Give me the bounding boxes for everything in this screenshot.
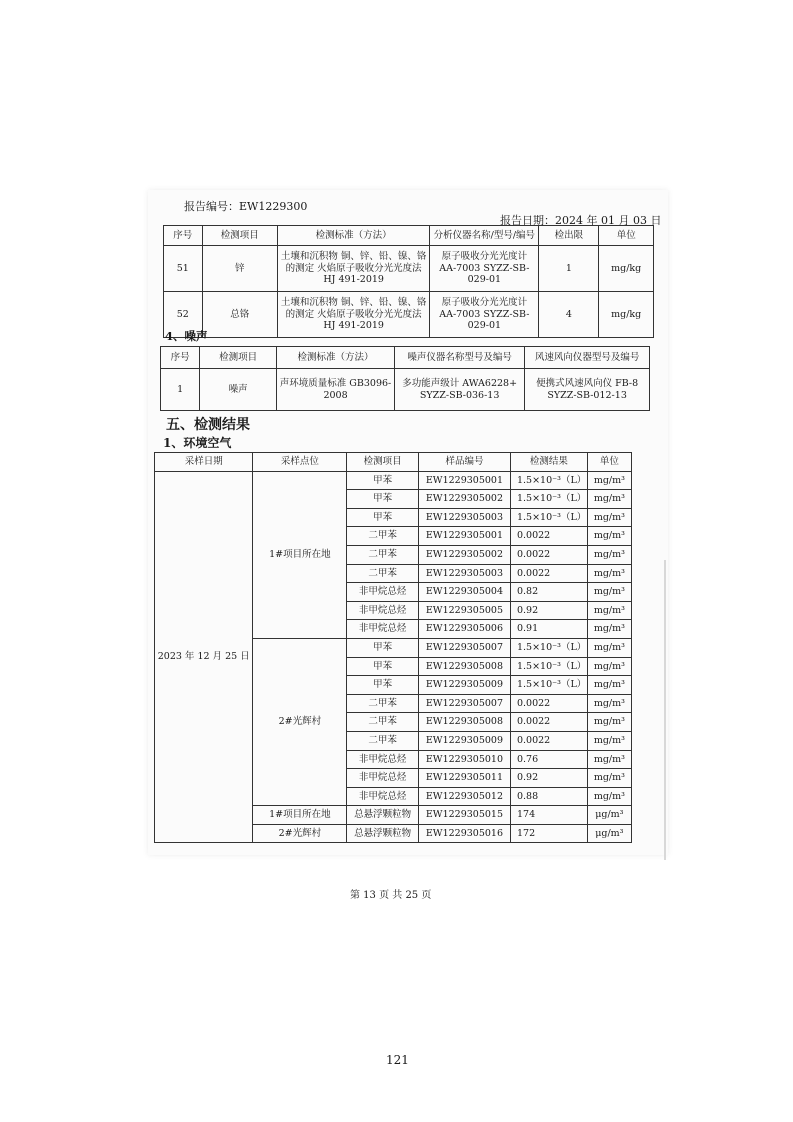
row-item: 甲苯 (347, 676, 419, 695)
row-item: 二甲苯 (347, 564, 419, 583)
row-item: 锌 (202, 246, 278, 292)
row-no: 51 (164, 246, 203, 292)
row-sample: EW1229305009 (418, 731, 510, 750)
row-sample: EW1229305001 (418, 527, 510, 546)
row-instrument: 原子吸收分光光度计 AA-7003 SYZZ-SB-029-01 (430, 292, 539, 338)
row-item: 甲苯 (347, 471, 419, 490)
row-unit: mg/m³ (587, 601, 631, 620)
row-sample: EW1229305011 (418, 769, 510, 788)
row-sample: EW1229305002 (418, 545, 510, 564)
row-unit: mg/m³ (587, 527, 631, 546)
row-item: 甲苯 (347, 638, 419, 657)
section-noise-heading: 4、噪声 (165, 329, 208, 343)
col-header: 单位 (587, 453, 631, 472)
row-unit: mg/m³ (587, 545, 631, 564)
row-item: 甲苯 (347, 657, 419, 676)
row-unit: mg/m³ (587, 731, 631, 750)
sampling-date: 2023 年 12 月 25 日 (155, 471, 253, 843)
row-unit: μg/m³ (587, 806, 631, 825)
row-sample: EW1229305002 (418, 490, 510, 509)
row-unit: μg/m³ (587, 824, 631, 843)
col-header: 单位 (599, 226, 654, 246)
row-sample: EW1229305010 (418, 750, 510, 769)
row-item: 非甲烷总烃 (347, 750, 419, 769)
row-result: 0.0022 (510, 564, 587, 583)
col-header: 检测项目 (202, 226, 278, 246)
row-instrument: 多功能声级计 AWA6228+ SYZZ-SB-036-13 (395, 369, 525, 411)
row-standard: 土壤和沉积物 铜、锌、铅、镍、铬的测定 火焰原子吸收分光光度法 HJ 491-2019 (278, 246, 430, 292)
footer-number: 121 (386, 1053, 409, 1067)
row-sample: EW1229305001 (418, 471, 510, 490)
sampling-site: 1#项目所在地 (253, 806, 347, 825)
col-header: 采样日期 (155, 453, 253, 472)
col-header: 检测标准（方法） (278, 226, 430, 246)
row-result: 1.5×10⁻³（L） (510, 490, 587, 509)
col-header: 分析仪器名称/型号/编号 (430, 226, 539, 246)
row-item: 非甲烷总烃 (347, 787, 419, 806)
col-header: 检测标准（方法） (276, 347, 394, 369)
row-result: 0.92 (510, 601, 587, 620)
row-item: 二甲苯 (347, 731, 419, 750)
row-item: 二甲苯 (347, 694, 419, 713)
col-header: 风速风向仪器型号及编号 (525, 347, 650, 369)
row-item: 非甲烷总烃 (347, 620, 419, 639)
row-item: 噪声 (200, 369, 277, 411)
row-result: 0.0022 (510, 731, 587, 750)
sampling-site: 2#光辉村 (253, 638, 347, 805)
row-result: 174 (510, 806, 587, 825)
row-result: 1.5×10⁻³（L） (510, 471, 587, 490)
row-unit: mg/m³ (587, 508, 631, 527)
instrument-table (163, 225, 654, 338)
row-result: 1.5×10⁻³（L） (510, 508, 587, 527)
table-row (164, 246, 654, 292)
row-instrument: 原子吸收分光光度计 AA-7003 SYZZ-SB-029-01 (430, 246, 539, 292)
row-sample: EW1229305012 (418, 787, 510, 806)
row-item: 总悬浮颗粒物 (347, 824, 419, 843)
row-item: 非甲烷总烃 (347, 601, 419, 620)
row-sample: EW1229305003 (418, 508, 510, 527)
table-row (164, 292, 654, 338)
row-no: 52 (164, 292, 203, 338)
row-result: 0.88 (510, 787, 587, 806)
row-no: 1 (161, 369, 200, 411)
row-sample: EW1229305009 (418, 676, 510, 695)
row-unit: mg/m³ (587, 750, 631, 769)
row-unit: mg/m³ (587, 787, 631, 806)
row-unit: mg/kg (599, 246, 654, 292)
scan-edge-shadow (664, 560, 666, 860)
row-result: 1.5×10⁻³（L） (510, 638, 587, 657)
row-unit: mg/m³ (587, 694, 631, 713)
col-header: 采样点位 (253, 453, 347, 472)
row-result: 0.91 (510, 620, 587, 639)
col-header: 检测项目 (200, 347, 277, 369)
row-item: 二甲苯 (347, 545, 419, 564)
col-header: 噪声仪器名称型号及编号 (395, 347, 525, 369)
table-row (161, 369, 650, 411)
row-unit: mg/m³ (587, 490, 631, 509)
row-result: 172 (510, 824, 587, 843)
row-sample: EW1229305008 (418, 657, 510, 676)
row-unit: mg/m³ (587, 471, 631, 490)
row-sample: EW1229305016 (418, 824, 510, 843)
row-unit: mg/m³ (587, 638, 631, 657)
noise-table (160, 346, 650, 411)
row-item: 总悬浮颗粒物 (347, 806, 419, 825)
row-result: 1.5×10⁻³（L） (510, 676, 587, 695)
table-header-row (155, 453, 632, 472)
row-sample: EW1229305003 (418, 564, 510, 583)
col-header: 序号 (164, 226, 203, 246)
row-unit: mg/m³ (587, 769, 631, 788)
row-item: 二甲苯 (347, 713, 419, 732)
row-sample: EW1229305004 (418, 583, 510, 602)
row-result: 1.5×10⁻³（L） (510, 657, 587, 676)
row-sample: EW1229305008 (418, 713, 510, 732)
row-sample: EW1229305015 (418, 806, 510, 825)
row-sample: EW1229305007 (418, 694, 510, 713)
table-header-row (161, 347, 650, 369)
row-result: 0.0022 (510, 713, 587, 732)
row-unit: mg/m³ (587, 620, 631, 639)
section-air-heading: 1、环境空气 (163, 436, 232, 450)
row-standard: 土壤和沉积物 铜、锌、铅、镍、铬的测定 火焰原子吸收分光光度法 HJ 491-2019 (278, 292, 430, 338)
row-sample: EW1229305006 (418, 620, 510, 639)
row-item: 非甲烷总烃 (347, 769, 419, 788)
row-unit: mg/m³ (587, 583, 631, 602)
row-result: 0.76 (510, 750, 587, 769)
row-result: 0.92 (510, 769, 587, 788)
page-number: 第 13 页 共 25 页 (350, 890, 432, 901)
row-limit: 1 (539, 246, 599, 292)
sampling-site: 1#项目所在地 (253, 471, 347, 638)
row-item: 非甲烷总烃 (347, 583, 419, 602)
row-unit: mg/m³ (587, 564, 631, 583)
row-sample: EW1229305005 (418, 601, 510, 620)
row-item: 二甲苯 (347, 527, 419, 546)
row-unit: mg/m³ (587, 676, 631, 695)
row-item: 总铬 (202, 292, 278, 338)
report-date: 报告日期：2024 年 01 月 03 日 (500, 214, 662, 227)
row-unit: mg/kg (599, 292, 654, 338)
row-unit: mg/m³ (587, 657, 631, 676)
col-header: 检测结果 (510, 453, 587, 472)
row-sample: EW1229305007 (418, 638, 510, 657)
row-result: 0.0022 (510, 527, 587, 546)
row-wind-instrument: 便携式风速风向仪 FB-8 SYZZ-SB-012-13 (525, 369, 650, 411)
report-number: 报告编号：EW1229300 (184, 200, 308, 213)
row-standard: 声环境质量标准 GB3096-2008 (276, 369, 394, 411)
section-results-heading: 五、检测结果 (166, 417, 250, 433)
row-result: 0.0022 (510, 694, 587, 713)
sampling-site: 2#光辉村 (253, 824, 347, 843)
air-results-table (154, 452, 632, 843)
col-header: 检出限 (539, 226, 599, 246)
col-header: 样品编号 (418, 453, 510, 472)
row-result: 0.0022 (510, 545, 587, 564)
table-header-row (164, 226, 654, 246)
table-row (155, 471, 632, 490)
row-unit: mg/m³ (587, 713, 631, 732)
row-limit: 4 (539, 292, 599, 338)
col-header: 序号 (161, 347, 200, 369)
row-result: 0.82 (510, 583, 587, 602)
row-item: 甲苯 (347, 490, 419, 509)
row-item: 甲苯 (347, 508, 419, 527)
col-header: 检测项目 (347, 453, 419, 472)
